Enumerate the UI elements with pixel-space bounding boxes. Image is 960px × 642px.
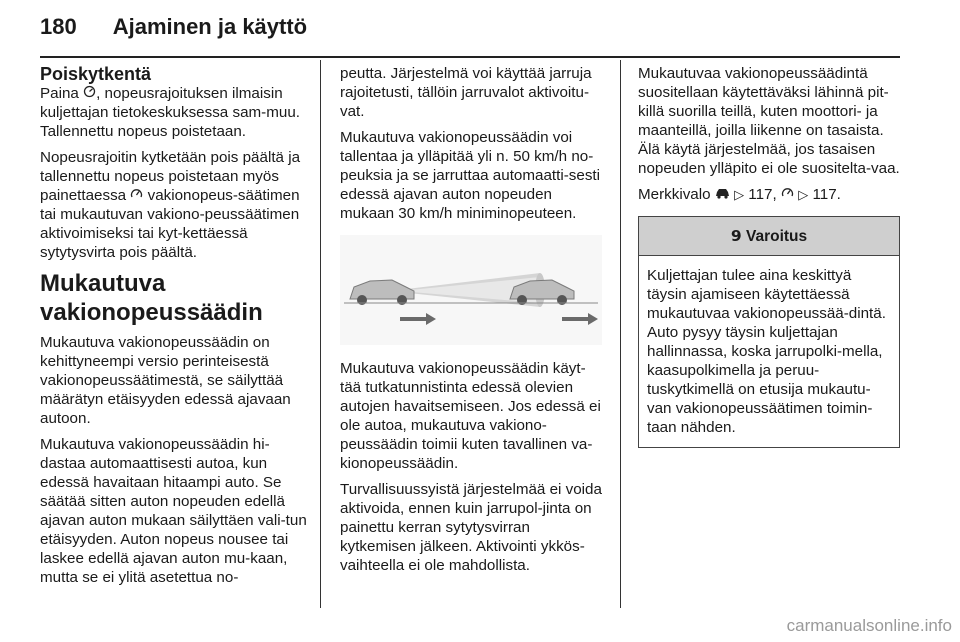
- paragraph: Mukautuva vakionopeussäädin käyt-tää tutkatunnistinta edessä olevien autojen havaitsemiseen. Jos edessä ei ole autoa, mukautuva vakiono-peussäädin toimii kuten tavallinen va-kionopeussäädin.: [340, 360, 601, 472]
- paragraph: Mukautuva vakionopeussäädin on kehittyneempi versio perinteisestä vakionopeussäätimestä, se säilyttää määrätyn etäisyyden edessä ajavaan autoon.: [40, 334, 291, 427]
- speed-limiter-icon: [83, 84, 96, 103]
- paragraph: Paina , nopeusrajoituksen ilmaisin kuljettajan tietokeskuksessa sam-muu. Tallennettu nopeus poistetaan.: [40, 85, 300, 140]
- paragraph: peutta. Järjestelmä voi käyttää jarruja rajoitetusti, tällöin jarruvalot aktivoitu-vat.: [340, 65, 592, 120]
- paragraph: Nopeusrajoitin kytketään pois päältä ja tallennettu nopeus poistetaan myös painettaessa vakionopeus-säätimen tai mukautuvan vakiono-peussäätimen aktivoimiseksi tai kyt-kettäessä sytytysvirta pois päältä.: [40, 149, 301, 261]
- warning-header: [639, 217, 899, 256]
- direction-arrow-icon: [562, 313, 598, 325]
- cross-reference: Merkkivalo ▷ 117, ▷ 117.: [638, 186, 841, 203]
- chapter-title: Ajaminen ja käyttö: [112, 14, 308, 39]
- page-number: 180: [40, 14, 77, 39]
- car-icon: [715, 185, 730, 204]
- rear-car-icon: [350, 280, 414, 305]
- warning-text: Kuljettajan tulee aina keskittyä täysin ajamiseen käytettäessä mukautuvaa vakionopeussää-dintä. Auto pysyy täysin kuljettajan hallinnassa, koska jarrupolki-mella, kaasupolkimella ja peruu-tuskytkimellä on etusija mukautu-van vakionopeussäätimen toimin-taan nähden.: [647, 267, 886, 436]
- warning-title: Varoitus: [745, 228, 808, 245]
- column-2: [340, 64, 606, 582]
- column-1: [40, 64, 310, 594]
- direction-arrow-icon: [400, 313, 436, 325]
- column-divider-1: [320, 60, 321, 608]
- cruise-control-icon: [130, 186, 143, 205]
- warning-triangle-icon: 9: [730, 227, 742, 245]
- section-heading-off: Poiskytkentä: [40, 64, 152, 84]
- watermark: carmanualsonline.info: [786, 616, 952, 635]
- column-3: [638, 64, 900, 448]
- page-header: [40, 14, 307, 40]
- paragraph: Mukautuva vakionopeussäädin hi-dastaa automaattisesti autoa, kun edessä havaitaan hitaampi auto. Se säätää sitten auton nopeuden edellä ajavan auton mukaan säilyttäen vali-tun etäisyyden. Auton nopeus nousee tai laskee edellä ajavan auton mu-kaan, mutta se ei ylitä asetettua no-: [40, 436, 307, 586]
- reference-arrow-icon: ▷: [798, 187, 809, 202]
- warning-box: [638, 216, 900, 448]
- main-heading: Mukautuva vakionopeussäädin: [40, 270, 263, 326]
- cruise-control-icon: [781, 185, 794, 204]
- reference-arrow-icon: ▷: [734, 187, 745, 202]
- acc-radar-illustration: [340, 235, 602, 345]
- column-divider-2: [620, 60, 621, 608]
- header-rule: [40, 56, 900, 58]
- paragraph: Mukautuva vakionopeussäädin voi tallentaa ja ylläpitää yli n. 50 km/h no-peuksia ja se jarruttaa automaatti-sesti edessä ajavan auton nopeuden mukaan 30 km/h miniminopeuteen.: [340, 129, 601, 222]
- paragraph: Turvallisuussyistä järjestelmää ei voida aktivoida, ennen kuin jarrupol-jinta on painettu kerran sytytysvirran kytkemisen jälkeen. Aktivointi ykkös-vaihteella ei ole mahdollista.: [340, 481, 602, 574]
- paragraph: Mukautuvaa vakionopeussäädintä suositellaan käytettäväksi lähinnä pit-killä suorilla teillä, kuten moottori- ja maanteillä, joilla liikenne on tasaista. Älä käytä järjestelmää, jos tasaisen nopeuden ylläpito ei ole suositelta-vaa.: [638, 65, 900, 177]
